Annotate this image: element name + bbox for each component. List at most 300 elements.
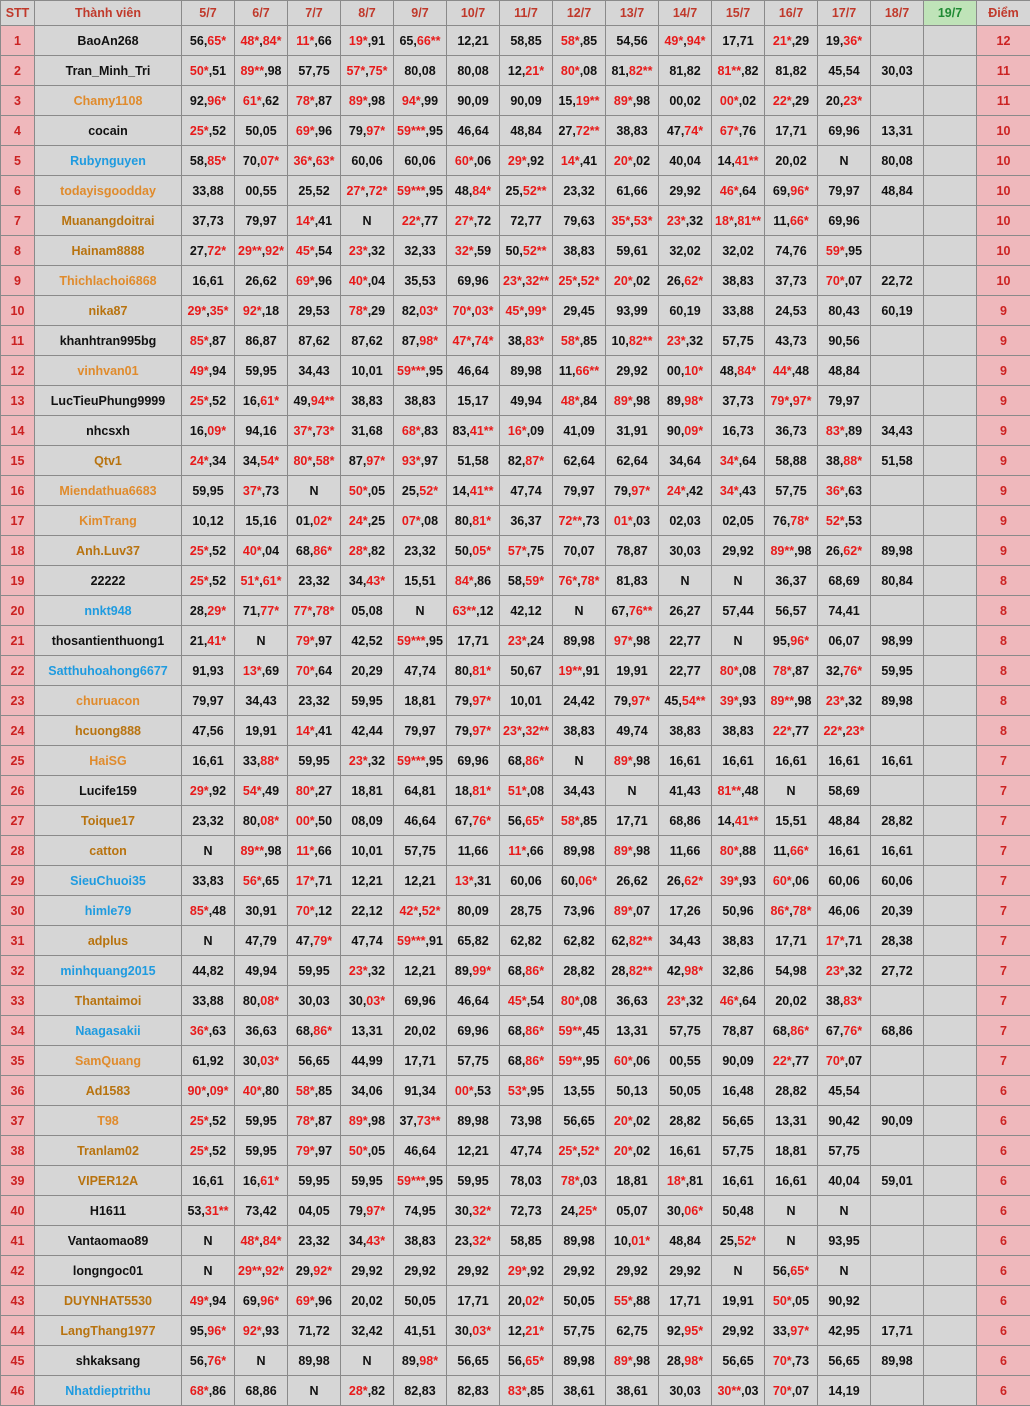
number: 05 [795, 1294, 809, 1308]
prediction-cell [235, 1076, 288, 1106]
prediction-cell [924, 716, 977, 746]
number: , [633, 94, 636, 108]
number: , [469, 544, 472, 558]
hit-number: 78* [793, 904, 812, 918]
table-row [1, 536, 1030, 566]
number: 05 [371, 484, 385, 498]
member-name[interactable]: LucTieuPhung9999 [35, 386, 182, 416]
member-name[interactable]: Lucife159 [35, 776, 182, 806]
hit-number: 08* [260, 814, 279, 828]
member-name[interactable]: hcuong888 [35, 716, 182, 746]
prediction-cell [500, 146, 553, 176]
member-name[interactable]: Tranlam02 [35, 1136, 182, 1166]
number: , [633, 154, 636, 168]
prediction-cell [235, 386, 288, 416]
header-member: Thành viên [35, 1, 182, 26]
header-date: 13/7 [606, 1, 659, 26]
number: , [314, 844, 317, 858]
number: 03 [636, 514, 650, 528]
prediction-cell: N [288, 476, 341, 506]
hit-number: 89* [614, 394, 633, 408]
number: 49 [293, 394, 307, 408]
number: 06 [795, 874, 809, 888]
hit-number: 29* [187, 304, 206, 318]
hit-number: 54* [260, 454, 279, 468]
prediction-cell: 41,09 [553, 416, 606, 446]
member-name[interactable]: VIPER12A [35, 1166, 182, 1196]
number: , [526, 844, 529, 858]
member-name[interactable]: Hainam8888 [35, 236, 182, 266]
prediction-cell: 12,21 [447, 1136, 500, 1166]
number: 79 [455, 694, 469, 708]
hit-number: 03* [475, 304, 494, 318]
member-name[interactable]: Vantaomao89 [35, 1226, 182, 1256]
rank-cell: 38 [1, 1136, 35, 1166]
prediction-cell: 36,63 [235, 1016, 288, 1046]
number: , [315, 634, 318, 648]
member-name[interactable]: T98 [35, 1106, 182, 1136]
rank-cell: 37 [1, 1106, 35, 1136]
prediction-cell [288, 926, 341, 956]
rank-cell: 45 [1, 1346, 35, 1376]
hit-number: 05* [472, 544, 491, 558]
prediction-cell [871, 1226, 924, 1256]
prediction-cell [447, 656, 500, 686]
prediction-cell: 29,92 [712, 536, 765, 566]
header-date-current: 19/7 [924, 1, 977, 26]
hit-number: 63** [452, 604, 476, 618]
member-name[interactable]: himle79 [35, 896, 182, 926]
prediction-cell: 29,92 [341, 1256, 394, 1286]
member-name[interactable]: Tran_Minh_Tri [35, 56, 182, 86]
rank-cell: 5 [1, 146, 35, 176]
prediction-cell [659, 356, 712, 386]
prediction-cell [553, 986, 606, 1016]
number: 82 [371, 544, 385, 558]
rank-cell: 22 [1, 656, 35, 686]
prediction-cell: 57,75 [394, 836, 447, 866]
number: , [466, 424, 469, 438]
prediction-cell [818, 956, 871, 986]
hit-number: 79* [296, 1144, 315, 1158]
prediction-cell [712, 986, 765, 1016]
prediction-cell [765, 1316, 818, 1346]
prediction-cell: 22,72 [871, 266, 924, 296]
number: 66 [318, 34, 332, 48]
hit-number: 23* [508, 634, 527, 648]
prediction-cell [818, 506, 871, 536]
number: 97 [318, 634, 332, 648]
prediction-cell: 79,97 [818, 386, 871, 416]
prediction-cell [765, 716, 818, 746]
table-row [1, 1106, 1030, 1136]
number: 07 [636, 904, 650, 918]
prediction-cell: N [182, 836, 235, 866]
member-name[interactable]: 22222 [35, 566, 182, 596]
prediction-cell [871, 476, 924, 506]
prediction-cell [765, 656, 818, 686]
prediction-cell [182, 296, 235, 326]
prediction-cell: 28,82 [765, 1076, 818, 1106]
prediction-cell [606, 926, 659, 956]
number: 64 [742, 184, 756, 198]
number: , [421, 424, 424, 438]
prediction-cell [500, 986, 553, 1016]
prediction-cell [606, 86, 659, 116]
number: , [315, 274, 318, 288]
member-name[interactable]: Nhatdieptrithu [35, 1376, 182, 1406]
number: 25 [371, 514, 385, 528]
member-name[interactable]: HaiSG [35, 746, 182, 776]
prediction-cell: 12,21 [341, 866, 394, 896]
number: , [527, 1264, 530, 1278]
member-name[interactable]: longngoc01 [35, 1256, 182, 1286]
rank-cell: 7 [1, 206, 35, 236]
prediction-cell: 34,06 [341, 1076, 394, 1106]
number: , [257, 1174, 260, 1188]
member-name[interactable]: adplus [35, 926, 182, 956]
prediction-cell: 60,06 [394, 146, 447, 176]
number: , [522, 64, 525, 78]
number: , [307, 394, 310, 408]
header-date: 12/7 [553, 1, 606, 26]
hit-number: 35* [210, 304, 229, 318]
hit-number: 90* [187, 1084, 206, 1098]
member-name[interactable]: Qtv1 [35, 446, 182, 476]
hit-number: 25* [578, 1204, 597, 1218]
hit-number: 07* [260, 154, 279, 168]
number: 64 [742, 454, 756, 468]
score-cell: 9 [977, 326, 1030, 356]
prediction-cell [182, 1376, 235, 1406]
prediction-cell: 62,64 [553, 446, 606, 476]
member-name[interactable]: Naagasakii [35, 1016, 182, 1046]
number: , [580, 814, 583, 828]
number: 92 [212, 784, 226, 798]
number: , [426, 754, 429, 768]
member-name[interactable]: minhquang2015 [35, 956, 182, 986]
member-name[interactable]: cocain [35, 116, 182, 146]
prediction-cell: 17,71 [871, 1316, 924, 1346]
hit-number: 11* [508, 844, 526, 858]
hit-number: 76* [843, 1024, 862, 1038]
prediction-cell [447, 686, 500, 716]
header-row [1, 1, 1030, 26]
prediction-cell [606, 266, 659, 296]
prediction-cell: 47,56 [182, 716, 235, 746]
prediction-cell [288, 86, 341, 116]
number: 32 [689, 214, 703, 228]
prediction-cell: 34,43 [288, 356, 341, 386]
member-name[interactable]: vinhvan01 [35, 356, 182, 386]
number: , [527, 154, 530, 168]
prediction-cell [235, 866, 288, 896]
prediction-cell [871, 596, 924, 626]
hit-number: 79* [313, 934, 332, 948]
number: 48 [720, 364, 734, 378]
prediction-cell [447, 506, 500, 536]
prediction-cell [235, 986, 288, 1016]
number: 93 [742, 694, 756, 708]
prediction-cell: 42,52 [341, 626, 394, 656]
number: , [469, 814, 472, 828]
prediction-cell: 11,66 [659, 836, 712, 866]
member-name[interactable]: SieuChuoi35 [35, 866, 182, 896]
hit-number: 36* [190, 1024, 209, 1038]
hit-number: 68* [402, 424, 421, 438]
number: , [625, 604, 628, 618]
hit-number: 23* [846, 724, 865, 738]
number: 98 [798, 544, 812, 558]
number: , [315, 664, 318, 678]
member-name[interactable]: nhcsxh [35, 416, 182, 446]
number: , [625, 334, 628, 348]
number: 68 [508, 964, 522, 978]
hit-number: 06* [684, 1204, 703, 1218]
hit-number: 76* [843, 664, 862, 678]
member-name[interactable]: Rubynguyen [35, 146, 182, 176]
number: 79 [455, 724, 469, 738]
rank-cell: 6 [1, 176, 35, 206]
number: 95 [429, 634, 443, 648]
number: , [686, 214, 689, 228]
number: , [262, 1084, 265, 1098]
number: 03 [583, 1174, 597, 1188]
score-cell: 10 [977, 266, 1030, 296]
score-cell: 11 [977, 86, 1030, 116]
number: , [787, 1264, 790, 1278]
hit-number: 50* [349, 1144, 368, 1158]
hit-number: 50* [190, 64, 209, 78]
member-name[interactable]: Satthuhoahong6677 [35, 656, 182, 686]
number: 93 [265, 1324, 279, 1338]
number: , [527, 424, 530, 438]
hit-number: 45* [508, 994, 527, 1008]
hit-number: 25* [190, 544, 209, 558]
member-name[interactable]: LangThang1977 [35, 1316, 182, 1346]
prediction-cell: 18,81 [606, 1166, 659, 1196]
hit-number: 84* [737, 364, 756, 378]
prediction-cell [712, 56, 765, 86]
member-name[interactable]: DUYNHAT5530 [35, 1286, 182, 1316]
rank-cell: 44 [1, 1316, 35, 1346]
prediction-cell: 36,37 [765, 566, 818, 596]
prediction-cell: 38,61 [606, 1376, 659, 1406]
prediction-cell: 00,55 [235, 176, 288, 206]
prediction-cell [606, 1046, 659, 1076]
number: , [633, 1114, 636, 1128]
prediction-cell [818, 86, 871, 116]
prediction-cell: 51,58 [447, 446, 500, 476]
number: , [365, 64, 368, 78]
hit-number: 36* [826, 484, 845, 498]
prediction-cell [924, 56, 977, 86]
member-name[interactable]: churuacon [35, 686, 182, 716]
prediction-cell: 18,81 [341, 776, 394, 806]
prediction-cell [924, 1016, 977, 1046]
prediction-cell: 48,84 [871, 176, 924, 206]
hit-number: 80* [296, 784, 315, 798]
prediction-cell: 98,99 [871, 626, 924, 656]
hit-number: 86* [313, 1024, 332, 1038]
member-name[interactable]: Thichlachoi6868 [35, 266, 182, 296]
prediction-cell [394, 176, 447, 206]
member-name[interactable]: KimTrang [35, 506, 182, 536]
number: 71 [318, 874, 332, 888]
prediction-cell: 81,82 [659, 56, 712, 86]
number: , [681, 964, 684, 978]
number: , [681, 874, 684, 888]
score-cell: 9 [977, 506, 1030, 536]
prediction-cell: 48,84 [659, 1226, 712, 1256]
prediction-cell: 68,86 [235, 1376, 288, 1406]
prediction-cell [553, 26, 606, 56]
hit-number: 52* [737, 1234, 756, 1248]
number: , [471, 304, 474, 318]
prediction-cell: 02,03 [659, 506, 712, 536]
hit-number: 70* [452, 304, 471, 318]
hit-number: 29* [508, 154, 527, 168]
hit-number: 60* [614, 1054, 633, 1068]
table-row [1, 266, 1030, 296]
number: , [204, 424, 207, 438]
member-name[interactable]: Muanangdoitrai [35, 206, 182, 236]
member-name[interactable]: Miendathua6683 [35, 476, 182, 506]
member-name[interactable]: catton [35, 836, 182, 866]
hit-number: 45* [505, 304, 524, 318]
prediction-cell [500, 716, 553, 746]
prediction-cell: 59,95 [447, 1166, 500, 1196]
number: , [628, 484, 631, 498]
prediction-cell [712, 806, 765, 836]
member-name[interactable]: Thantaimoi [35, 986, 182, 1016]
prediction-cell: 78,87 [712, 1016, 765, 1046]
hit-number: 62* [684, 274, 703, 288]
member-name[interactable]: BaoAn268 [35, 26, 182, 56]
prediction-cell: 90,09 [447, 86, 500, 116]
number: 68 [508, 1024, 522, 1038]
member-name[interactable]: SamQuang [35, 1046, 182, 1076]
hit-number: 59*** [397, 754, 426, 768]
number: , [469, 784, 472, 798]
hit-number: 32* [472, 1204, 491, 1218]
score-cell: 6 [977, 1136, 1030, 1166]
member-name[interactable]: thosantienthuong1 [35, 626, 182, 656]
number: , [474, 154, 477, 168]
member-name[interactable]: khanhtran995bg [35, 326, 182, 356]
member-name[interactable]: Ad1583 [35, 1076, 182, 1106]
hit-number: 93* [402, 454, 421, 468]
number: , [522, 1294, 525, 1308]
hit-number: 84* [263, 1234, 282, 1248]
number: 68 [296, 544, 310, 558]
number: 42 [667, 964, 681, 978]
member-name[interactable]: nika87 [35, 296, 182, 326]
number: , [315, 94, 318, 108]
number: , [794, 544, 797, 558]
prediction-cell: 10,01 [500, 686, 553, 716]
prediction-cell: 82,83 [394, 1376, 447, 1406]
number: 25 [505, 184, 519, 198]
number: 12 [508, 64, 522, 78]
prediction-cell [606, 746, 659, 776]
number: 60 [561, 874, 575, 888]
number: , [845, 964, 848, 978]
member-name[interactable]: H1611 [35, 1196, 182, 1226]
prediction-cell [235, 1226, 288, 1256]
prediction-cell: 38,61 [553, 1376, 606, 1406]
hit-number: 65* [207, 34, 226, 48]
hit-number: 03* [260, 1054, 279, 1068]
number: , [315, 1114, 318, 1128]
member-name[interactable]: Toique17 [35, 806, 182, 836]
table-row [1, 506, 1030, 536]
hit-number: 02* [525, 1294, 544, 1308]
number: , [522, 1324, 525, 1338]
hit-number: 76* [558, 574, 577, 588]
hit-number: 21* [525, 1324, 544, 1338]
prediction-cell [553, 356, 606, 386]
prediction-cell: 15,17 [447, 386, 500, 416]
prediction-cell [712, 116, 765, 146]
hit-number: 69* [296, 124, 315, 138]
hit-number: 58* [561, 814, 580, 828]
member-name[interactable]: Anh.Luv37 [35, 536, 182, 566]
hit-number: 97* [631, 484, 650, 498]
member-name[interactable]: nnkt948 [35, 596, 182, 626]
hit-number: 16* [508, 424, 527, 438]
number: , [310, 1024, 313, 1038]
prediction-cell [659, 956, 712, 986]
prediction-cell: 59,95 [182, 476, 235, 506]
number: 34 [349, 1234, 363, 1248]
prediction-cell [288, 596, 341, 626]
number: 73 [795, 1354, 809, 1368]
member-name[interactable]: shkaksang [35, 1346, 182, 1376]
hit-number: 23* [826, 964, 845, 978]
number: 08 [530, 784, 544, 798]
prediction-cell: 16,61 [182, 746, 235, 776]
prediction-cell [924, 236, 977, 266]
member-name[interactable]: Chamy1108 [35, 86, 182, 116]
prediction-cell [765, 836, 818, 866]
prediction-cell: 80,09 [447, 896, 500, 926]
score-cell: 9 [977, 536, 1030, 566]
number: , [262, 1324, 265, 1338]
member-name[interactable]: todayisgoodday [35, 176, 182, 206]
number: 69 [243, 1294, 257, 1308]
prediction-cell [765, 1346, 818, 1376]
prediction-cell: 16,48 [712, 1076, 765, 1106]
prediction-cell [818, 986, 871, 1016]
hit-number: 84* [472, 184, 491, 198]
number: 76 [773, 514, 787, 528]
table-row [1, 146, 1030, 176]
number: 08 [424, 514, 438, 528]
number: , [633, 274, 636, 288]
number: , [787, 184, 790, 198]
prediction-cell: 56,65 [818, 1346, 871, 1376]
prediction-cell: N [235, 1346, 288, 1376]
hit-number: 39* [720, 694, 739, 708]
prediction-cell [712, 446, 765, 476]
prediction-cell: N [712, 1256, 765, 1286]
number: , [580, 334, 583, 348]
number: 65 [399, 34, 413, 48]
prediction-cell: 31,68 [341, 416, 394, 446]
score-cell: 7 [977, 836, 1030, 866]
prediction-cell: 60,06 [500, 866, 553, 896]
